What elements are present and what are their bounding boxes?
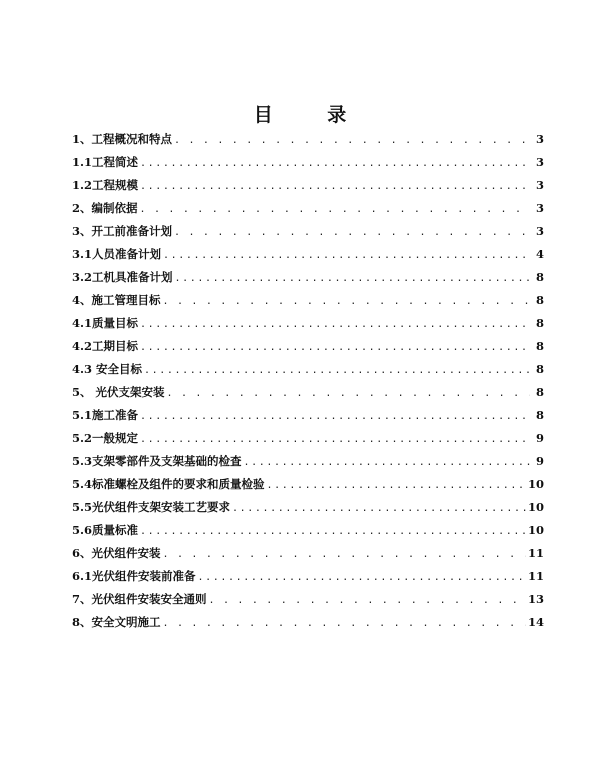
toc-entry[interactable] bbox=[72, 522, 544, 545]
toc-list bbox=[72, 131, 544, 637]
toc-dot-leader bbox=[174, 227, 530, 238]
toc-entry-label: 5.2一般规定 bbox=[72, 431, 139, 445]
toc-entry[interactable] bbox=[72, 315, 544, 338]
toc-entry[interactable] bbox=[72, 407, 544, 430]
toc-entry[interactable] bbox=[72, 361, 544, 384]
toc-dot-leader bbox=[174, 135, 530, 146]
toc-entry[interactable] bbox=[72, 131, 544, 154]
toc-dot-leader bbox=[198, 572, 526, 583]
toc-dot-leader bbox=[244, 457, 530, 468]
toc-dot-leader bbox=[163, 296, 530, 307]
toc-entry-label: 5.3支架零部件及支架基础的检查 bbox=[72, 454, 242, 468]
toc-dot-leader bbox=[140, 342, 530, 353]
toc-dot-leader bbox=[140, 319, 530, 330]
toc-entry[interactable] bbox=[72, 269, 544, 292]
toc-entry-label: 1.2工程规模 bbox=[72, 178, 139, 192]
toc-entry-page-number: 9 bbox=[535, 431, 544, 445]
toc-entry-label: 1.1工程简述 bbox=[72, 155, 139, 169]
toc-dot-leader bbox=[144, 365, 530, 376]
toc-entry[interactable] bbox=[72, 223, 544, 246]
toc-entry-label: 5、 光伏支架安装 bbox=[72, 385, 165, 399]
toc-dot-leader bbox=[232, 503, 526, 514]
toc-entry-label: 7、光伏组件安装安全通则 bbox=[72, 592, 207, 606]
toc-entry-page-number: 13 bbox=[527, 592, 544, 606]
toc-dot-leader bbox=[163, 618, 526, 629]
toc-entry-label: 4、施工管理目标 bbox=[72, 293, 161, 307]
toc-entry-page-number: 9 bbox=[535, 454, 544, 468]
toc-entry-label: 5.1施工准备 bbox=[72, 408, 139, 422]
toc-entry-label: 6.1光伏组件安装前准备 bbox=[72, 569, 196, 583]
toc-dot-leader bbox=[140, 181, 530, 192]
toc-dot-leader bbox=[140, 204, 530, 215]
toc-entry[interactable] bbox=[72, 476, 544, 499]
toc-entry-page-number: 11 bbox=[527, 569, 544, 583]
toc-entry[interactable] bbox=[72, 453, 544, 476]
toc-entry-page-number: 4 bbox=[535, 247, 544, 261]
toc-entry[interactable] bbox=[72, 154, 544, 177]
toc-entry-page-number: 3 bbox=[535, 132, 544, 146]
toc-entry-page-number: 11 bbox=[527, 546, 544, 560]
toc-title: 目 录 bbox=[253, 104, 371, 126]
toc-dot-leader bbox=[175, 273, 530, 284]
toc-entry-label: 8、安全文明施工 bbox=[72, 615, 161, 629]
toc-entry-label: 2、编制依据 bbox=[72, 201, 138, 215]
toc-entry-page-number: 3 bbox=[535, 201, 544, 215]
toc-entry-label: 3.2工机具准备计划 bbox=[72, 270, 173, 284]
toc-entry[interactable] bbox=[72, 591, 544, 614]
toc-entry[interactable] bbox=[72, 292, 544, 315]
toc-entry[interactable] bbox=[72, 246, 544, 269]
toc-dot-leader bbox=[140, 526, 526, 537]
toc-entry[interactable] bbox=[72, 177, 544, 200]
toc-entry-page-number: 10 bbox=[527, 500, 544, 514]
toc-entry-page-number: 8 bbox=[535, 339, 544, 353]
toc-dot-leader bbox=[267, 480, 526, 491]
toc-entry-page-number: 14 bbox=[527, 615, 544, 629]
toc-dot-leader bbox=[209, 595, 526, 606]
toc-entry-label: 1、工程概况和特点 bbox=[72, 132, 173, 146]
toc-dot-leader bbox=[140, 434, 530, 445]
toc-dot-leader bbox=[163, 250, 530, 261]
toc-entry-page-number: 10 bbox=[527, 523, 544, 537]
toc-entry-page-number: 8 bbox=[535, 408, 544, 422]
toc-entry-page-number: 3 bbox=[535, 178, 544, 192]
toc-entry-label: 5.5光伏组件支架安装工艺要求 bbox=[72, 500, 231, 514]
toc-dot-leader bbox=[140, 158, 530, 169]
toc-entry[interactable] bbox=[72, 568, 544, 591]
toc-entry-label: 6、光伏组件安装 bbox=[72, 546, 161, 560]
toc-entry-page-number: 8 bbox=[535, 316, 544, 330]
toc-entry-page-number: 8 bbox=[535, 362, 544, 376]
toc-entry[interactable] bbox=[72, 338, 544, 361]
toc-entry-page-number: 8 bbox=[535, 293, 544, 307]
toc-entry-page-number: 10 bbox=[527, 477, 544, 491]
toc-entry-page-number: 8 bbox=[535, 385, 544, 399]
toc-entry[interactable] bbox=[72, 499, 544, 522]
toc-entry[interactable] bbox=[72, 545, 544, 568]
toc-entry-label: 5.4标准螺栓及组件的要求和质量检验 bbox=[72, 477, 265, 491]
toc-entry-page-number: 3 bbox=[535, 224, 544, 238]
toc-entry[interactable] bbox=[72, 384, 544, 407]
toc-dot-leader bbox=[140, 411, 530, 422]
toc-entry-label: 4.1质量目标 bbox=[72, 316, 139, 330]
toc-entry-label: 4.2工期目标 bbox=[72, 339, 139, 353]
toc-entry-page-number: 8 bbox=[535, 270, 544, 284]
toc-entry-label: 4.3 安全目标 bbox=[72, 362, 143, 376]
toc-entry-label: 3.1人员准备计划 bbox=[72, 247, 162, 261]
toc-entry-label: 3、开工前准备计划 bbox=[72, 224, 173, 238]
toc-dot-leader bbox=[167, 388, 530, 399]
toc-entry[interactable] bbox=[72, 200, 544, 223]
toc-entry-page-number: 3 bbox=[535, 155, 544, 169]
toc-dot-leader bbox=[163, 549, 526, 560]
toc-entry[interactable] bbox=[72, 614, 544, 637]
toc-entry-label: 5.6质量标准 bbox=[72, 523, 139, 537]
toc-entry[interactable] bbox=[72, 430, 544, 453]
